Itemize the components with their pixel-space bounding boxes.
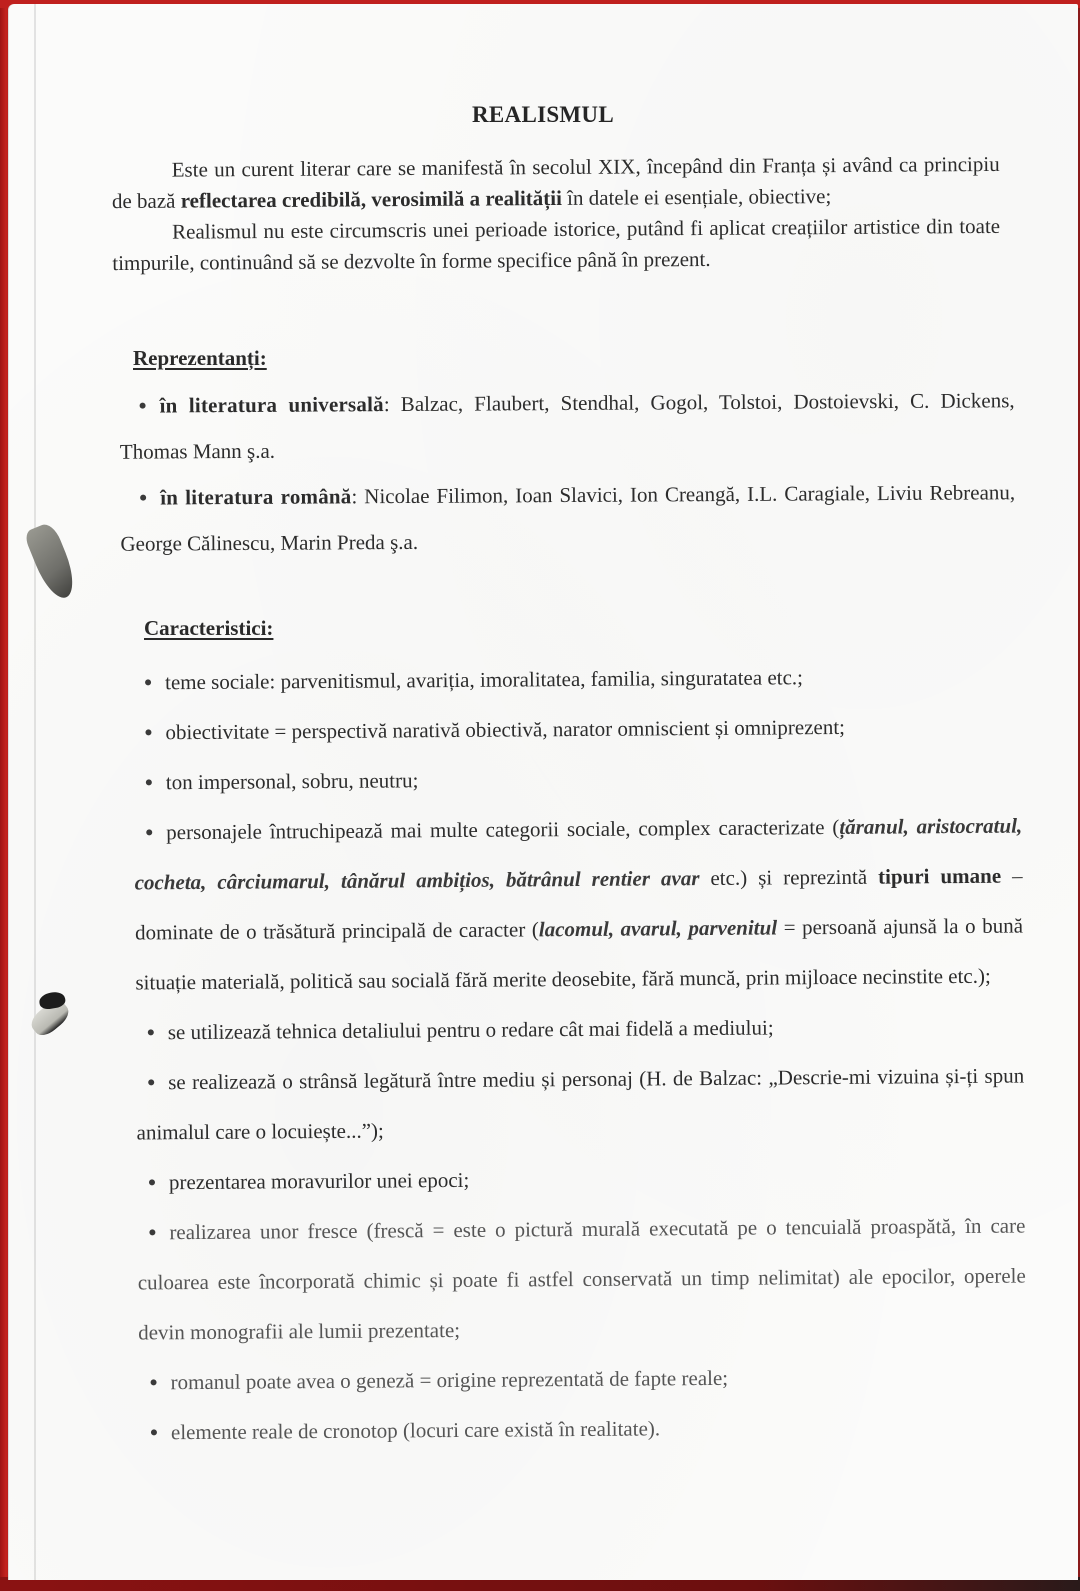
bullet-icon [151, 1430, 157, 1436]
representatives-category-label: în literatura română [160, 484, 352, 510]
list-item-text: = persoană ajunsă la o bună situație materială, politică sau socială fără merite deosebite, fără muncă, prin mijloace necinstite etc.); [135, 913, 1024, 995]
social-category-examples: țăranul, aristocratul, cocheta, cârciumarul, tânărul ambițios, bătrânul rentier avar [134, 813, 1023, 895]
characteristics-heading: Caracteristici: [144, 616, 274, 640]
intro-paragraph-2: Realismul nu este circumscris unei perioade istorice, putând fi aplicat creațiilor artistice din toate timpurile, continuând să se dezvolte în forme specifice până în prezent. [112, 213, 1001, 276]
list-item-text: romanul poate avea o geneză = origine reprezentată de fapte reale; [170, 1365, 729, 1395]
representatives-names: : Nicolae Filimon, Ioan Slavici, Ion Creangă, I.L. Caragiale, Liviu Rebreanu, George Călinescu, Marin Preda ş.a. [120, 480, 1016, 556]
list-item [136, 1051, 1025, 1158]
bullet-icon [145, 680, 151, 686]
list-item-text: obiectivitate = perspectivă narativă obiectivă, narator omniscient și omniprezent; [165, 714, 846, 745]
paper-page [8, 4, 1078, 1580]
list-item [137, 1201, 1026, 1358]
list-item [119, 377, 1015, 474]
list-item [134, 751, 1022, 808]
representatives-names: : Balzac, Flaubert, Stendhal, Gogol, Tolstoi, Dostoievski, C. Dickens, Thomas Mann ş.a. [119, 388, 1015, 464]
bullet-icon [146, 830, 152, 836]
characteristics-list [133, 651, 1027, 1458]
list-item-text: realizarea unor fresce (frescă = este o pictură murală executată pe o tencuială proaspătă, în care culoarea este încorporată chimic și poate fi astfel conservată un timp nelimitat) ale epocilor, operele devin monografii ale lumii prezentate; [137, 1213, 1026, 1345]
representatives-category-label: în literatura universală [159, 392, 384, 418]
list-item-text: etc.) și reprezintă [699, 864, 879, 891]
bullet-icon [148, 1030, 154, 1036]
list-item [133, 651, 1021, 708]
bullet-icon [149, 1230, 155, 1236]
list-item [136, 1001, 1024, 1058]
list-item-text: se realizează o strânsă legătură între mediu și personaj (H. de Balzac: „Descrie-mi vizuina și-ți spun animalul care o locuiește...”); [136, 1063, 1025, 1145]
representatives-list [119, 377, 1015, 566]
human-types-term: tipuri umane [878, 863, 1002, 889]
bullet-icon [140, 495, 146, 501]
intro-bold-definition: reflectarea credibilă, verosimilă a realității [180, 185, 562, 213]
document-title: REALISMUL [471, 102, 614, 127]
list-item-text: se utilizează tehnica detaliului pentru o redare cât mai fidelă a mediului; [167, 1015, 774, 1045]
bullet-icon [148, 1080, 154, 1086]
intro-text: Este un curent literar care se manifestă în secolul XIX, începând din Franța și având ca principiu de bază [111, 151, 1000, 214]
bullet-icon [140, 403, 146, 409]
list-item [134, 801, 1024, 1008]
list-item [137, 1151, 1025, 1208]
list-item-text: teme sociale: parvenitismul, avariția, imoralitatea, familia, singuratatea etc.; [164, 665, 804, 695]
intro-section [112, 149, 1001, 279]
list-item-text: personajele întruchipează mai multe categorii sociale, complex caracterizate ( [166, 814, 840, 845]
intro-paragraph-1 [112, 149, 1000, 217]
representatives-heading: Reprezentanți: [133, 346, 267, 370]
document-content [8, 4, 1078, 1580]
character-type-examples: lacomul, avarul, parvenitul [538, 915, 778, 942]
list-item-text: – dominate de o trăsătură principală de caracter ( [134, 863, 1023, 945]
bullet-icon [149, 1180, 155, 1186]
list-item-text: elemente reale de cronotop (locuri care există în realitate). [170, 1416, 661, 1445]
list-item [120, 469, 1016, 566]
intro-text: în datele ei esențiale, obiective; [561, 184, 832, 210]
list-item [133, 701, 1021, 758]
list-item [139, 1401, 1027, 1458]
list-item-text: ton impersonal, sobru, neutru; [165, 768, 419, 795]
bullet-icon [145, 730, 151, 736]
list-item [138, 1351, 1026, 1408]
bullet-icon [151, 1380, 157, 1386]
list-item-text: prezentarea moravurilor unei epoci; [168, 1167, 470, 1195]
bullet-icon [146, 780, 152, 786]
